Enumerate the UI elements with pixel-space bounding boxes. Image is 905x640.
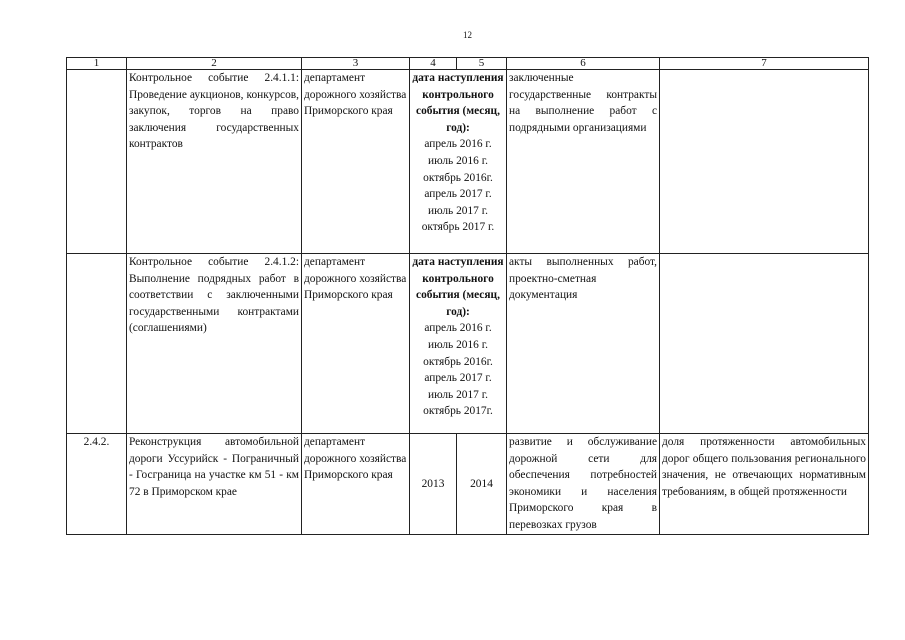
event-cell: Контрольное событие 2.4.1.2: Выполнение подрядных работ в соответствии с заключенными государственными контрактами (соглашениями) — [127, 254, 302, 434]
date-item: апрель 2017 г. — [424, 372, 492, 385]
table-row — [67, 434, 869, 535]
page-number: 12 — [463, 30, 472, 40]
end-year-cell: 2014 — [457, 434, 507, 535]
row-number — [67, 254, 127, 434]
col-header-1: 1 — [67, 58, 127, 70]
date-item: октябрь 2016г. — [423, 171, 493, 184]
col-header-3: 3 — [302, 58, 410, 70]
col-header-5: 5 — [457, 58, 507, 70]
table-row — [67, 70, 869, 254]
header-row — [67, 58, 869, 70]
indicator-cell: доля протяженности автомобильных дорог общего пользования регионального значения, не отвечающих нормативным требованиям, в общей протяженности — [660, 434, 869, 535]
executor-cell: департамент дорожного хозяйства Приморского края — [302, 70, 410, 254]
result-cell: акты выполненных работ, проектно-сметная документация — [507, 254, 660, 434]
row-number — [67, 70, 127, 254]
col-header-7: 7 — [660, 58, 869, 70]
date-heading: дата наступления контрольного события (месяц, год): — [412, 256, 504, 318]
result-cell: развитие и обслуживание дорожной сети для обеспечения потребностей экономики и населения Приморского края в перевозках грузов — [507, 434, 660, 535]
date-item: апрель 2016 г. — [424, 138, 492, 151]
date-item: июль 2017 г. — [428, 388, 488, 401]
date-heading: дата наступления контрольного события (месяц, год): — [412, 72, 504, 134]
result-cell: заключенные государственные контракты на выполнение работ с подрядными организациями — [507, 70, 660, 254]
col-header-6: 6 — [507, 58, 660, 70]
event-cell: Реконструкция автомобильной дороги Уссурийск - Пограничный - Госграница на участке км 51 - км 72 в Приморском крае — [127, 434, 302, 535]
indicator-cell — [660, 70, 869, 254]
table-row — [67, 254, 869, 434]
dates-cell — [410, 254, 507, 434]
program-table — [66, 57, 869, 535]
date-item: июль 2016 г. — [428, 154, 488, 167]
event-cell: Контрольное событие 2.4.1.1: Проведение аукционов, конкурсов, закупок, торгов на право заключения государственных контрактов — [127, 70, 302, 254]
date-item: октябрь 2016г. — [423, 355, 493, 368]
executor-cell: департамент дорожного хозяйства Приморского края — [302, 254, 410, 434]
date-item: октябрь 2017 г. — [421, 221, 495, 234]
date-item: июль 2016 г. — [428, 338, 488, 351]
executor-cell: департамент дорожного хозяйства Приморского края — [302, 434, 410, 535]
start-year-cell: 2013 — [410, 434, 457, 535]
date-item: апрель 2016 г. — [424, 322, 492, 335]
row-number: 2.4.2. — [67, 434, 127, 535]
indicator-cell — [660, 254, 869, 434]
col-header-4: 4 — [410, 58, 457, 70]
date-item: октябрь 2017г. — [423, 405, 493, 418]
date-item: апрель 2017 г. — [424, 188, 492, 201]
dates-cell — [410, 70, 507, 254]
col-header-2: 2 — [127, 58, 302, 70]
date-item: июль 2017 г. — [428, 204, 488, 217]
